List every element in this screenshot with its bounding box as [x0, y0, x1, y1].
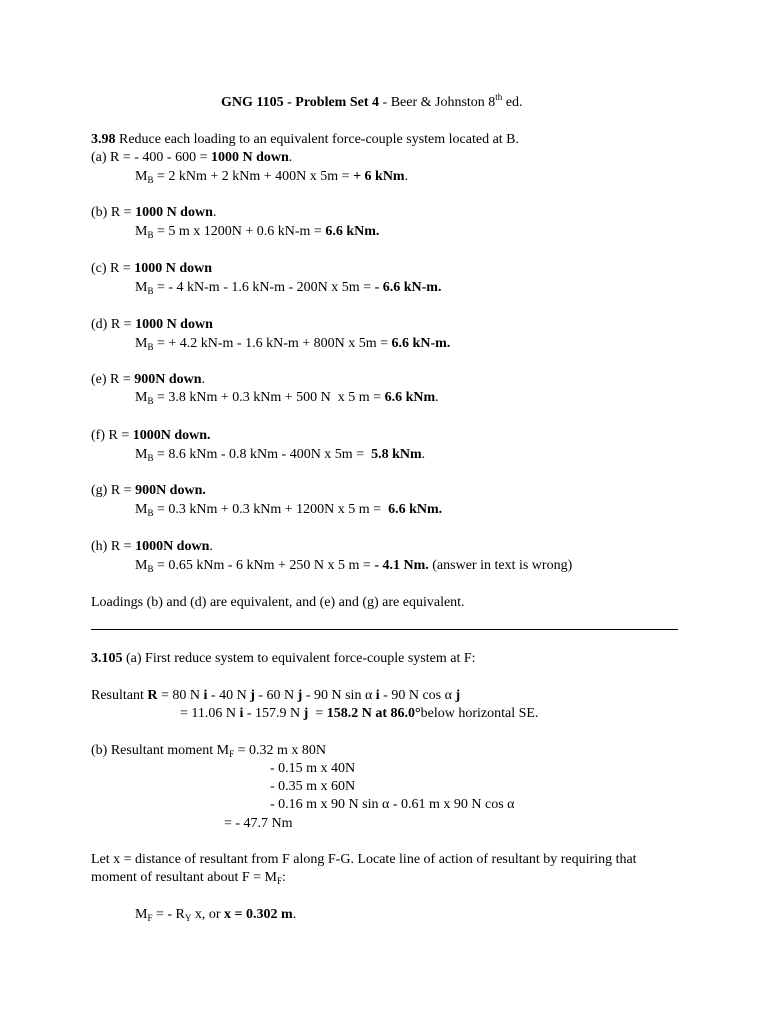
- subscript: B: [147, 175, 154, 185]
- label: (b) Resultant moment M: [91, 743, 230, 758]
- part-label: (b) R =: [91, 205, 136, 220]
- resultant-answer: 1000N down.: [132, 428, 211, 443]
- term: - 157.9 N: [243, 706, 304, 721]
- moment-symbol: M: [135, 502, 148, 517]
- part-d-resultant: [91, 317, 213, 333]
- subscript: B: [147, 396, 154, 406]
- part-c-resultant: [91, 261, 212, 277]
- unit-vector: i: [203, 688, 208, 703]
- part-g-moment: [135, 502, 442, 518]
- resultant-answer: 1000N down: [135, 539, 210, 554]
- moment-answer: - 6.6 kN-m.: [374, 280, 442, 295]
- part-h-moment: [135, 558, 572, 574]
- term: x, or: [191, 907, 225, 922]
- moment-line-2: - 0.15 m x 40N: [270, 761, 356, 776]
- punctuation: .: [209, 539, 213, 554]
- moment-symbol: M: [135, 390, 148, 405]
- vector-symbol: R: [147, 688, 158, 703]
- term: - 40 N: [207, 688, 251, 703]
- subscript: B: [147, 230, 154, 240]
- moment-symbol: M: [135, 169, 148, 184]
- unit-vector: j: [250, 688, 255, 703]
- resultant-answer: 1000 N down: [134, 261, 213, 276]
- unit-vector: i: [375, 688, 380, 703]
- moment-answer: 6.6 kN-m.: [391, 336, 451, 351]
- direction-note: below horizontal SE.: [420, 706, 539, 721]
- term: - 90 N cos α: [379, 688, 456, 703]
- course-title: GNG 1105 - Problem Set 4: [221, 95, 380, 110]
- part-label: (h) R =: [91, 539, 136, 554]
- part-h-resultant: [91, 539, 213, 555]
- punctuation: .: [421, 447, 426, 462]
- part-label: (e) R =: [91, 372, 135, 387]
- part-label: (a) R = - 400 - 600 =: [91, 150, 211, 165]
- moment-equation: = 0.65 kNm - 6 kNm + 250 N x 5 m =: [153, 558, 375, 573]
- unit-vector: j: [455, 688, 461, 703]
- subscript: B: [147, 342, 154, 352]
- subscript: Y: [184, 913, 192, 923]
- moment-answer: 6.6 kNm.: [325, 224, 380, 239]
- punctuation: .: [201, 372, 206, 387]
- part-b-moment: [135, 224, 379, 240]
- term: - 90 N sin α: [302, 688, 376, 703]
- unit-vector: j: [297, 688, 303, 703]
- moment-equation: = 3.8 kNm + 0.3 kNm + 500 N x 5 m =: [153, 390, 385, 405]
- moment-line-3: - 0.35 m x 60N: [270, 779, 356, 794]
- problem-statement: (a) First reduce system to equivalent force-couple system at F:: [122, 651, 476, 666]
- line-of-action-text-2: [91, 870, 286, 886]
- moment-answer: 6.6 kNm.: [388, 502, 443, 517]
- resultant-answer: 158.2 N at 86.0°: [326, 706, 421, 721]
- unit-vector: j: [303, 706, 309, 721]
- punctuation: .: [292, 907, 297, 922]
- part-c-moment: [135, 280, 441, 296]
- resultant-answer: 1000 N down: [211, 150, 289, 165]
- moment-line-4: - 0.16 m x 90 N sin α - 0.61 m x 90 N cos α: [270, 797, 515, 812]
- part-label: (f) R =: [91, 428, 133, 443]
- moment-equation: = + 4.2 kN-m - 1.6 kN-m + 800N x 5m =: [153, 336, 392, 351]
- label: Resultant: [91, 688, 148, 703]
- part-g-resultant: [91, 483, 206, 499]
- resultant-vector-line-1: [91, 688, 460, 704]
- problem-398-heading: [91, 132, 519, 148]
- resultant-answer: 900N down: [134, 372, 202, 387]
- moment-total: = - 47.7 Nm: [224, 816, 293, 831]
- resultant-answer: 1000 N down: [135, 205, 213, 220]
- part-label: (d) R =: [91, 317, 136, 332]
- moment-symbol: M: [135, 280, 148, 295]
- term: - 60 N: [254, 688, 298, 703]
- resultant-answer: 1000 N down: [135, 317, 213, 332]
- subscript: F: [277, 876, 283, 886]
- part-a-resultant: [91, 150, 292, 166]
- part-f-moment: [135, 447, 425, 463]
- term: = 11.06 N: [180, 706, 240, 721]
- section-divider: [91, 629, 678, 630]
- part-a-moment: [135, 169, 408, 185]
- part-f-resultant: [91, 428, 211, 444]
- moment-equation: = 5 m x 1200N + 0.6 kN-m =: [153, 224, 326, 239]
- term: =: [308, 706, 327, 721]
- moment-equation: = 0.3 kNm + 0.3 kNm + 1200N x 5 m =: [153, 502, 389, 517]
- page-title: [221, 92, 523, 111]
- title-separator: -: [379, 95, 391, 110]
- subscript: B: [147, 453, 154, 463]
- equivalence-conclusion: Loadings (b) and (d) are equivalent, and (e) and (g) are equivalent.: [91, 595, 465, 610]
- moment-symbol: M: [135, 224, 148, 239]
- moment-symbol: M: [135, 447, 148, 462]
- term: = - R: [152, 907, 185, 922]
- problem-3105-heading: [91, 651, 476, 667]
- subscript: B: [147, 508, 154, 518]
- punctuation: .: [404, 169, 409, 184]
- unit-vector: i: [239, 706, 244, 721]
- punctuation: :: [282, 870, 286, 885]
- moment-symbol: M: [135, 558, 148, 573]
- subscript: F: [147, 913, 153, 923]
- punctuation: .: [435, 390, 439, 405]
- problem-statement: Reduce each loading to an equivalent force-couple system located at B.: [115, 132, 520, 147]
- moment-answer: 6.6 kNm: [384, 390, 436, 405]
- punctuation: .: [212, 205, 217, 220]
- text: moment of resultant about F = M: [91, 870, 277, 885]
- resultant-vector-line-2: [180, 706, 538, 722]
- part-e-moment: [135, 390, 439, 406]
- part-label: (g) R =: [91, 483, 136, 498]
- subscript: B: [147, 286, 154, 296]
- moment-answer: + 6 kNm: [353, 169, 405, 184]
- textbook-ref: Beer & Johnston 8: [390, 95, 496, 110]
- moment-symbol: M: [135, 907, 148, 922]
- part-e-resultant: [91, 372, 205, 388]
- moment-equation: = 2 kNm + 2 kNm + 400N x 5m =: [153, 169, 354, 184]
- subscript: B: [147, 564, 154, 574]
- part-b-resultant: [91, 205, 216, 221]
- line-of-action-text-1: Let x = distance of resultant from F along F-G. Locate line of action of resultant by requiring that: [91, 852, 637, 867]
- moment-symbol: M: [135, 336, 148, 351]
- moment-answer: - 4.1 Nm.: [374, 558, 429, 573]
- final-answer: x = 0.302 m: [224, 907, 293, 922]
- term: = 80 N: [157, 688, 204, 703]
- moment-line-1: [91, 743, 326, 759]
- moment-answer: 5.8 kNm: [371, 447, 422, 462]
- answer-note: (answer in text is wrong): [428, 558, 573, 573]
- part-d-moment: [135, 336, 450, 352]
- resultant-answer: 900N down.: [135, 483, 206, 498]
- edition-superscript: th: [495, 92, 503, 102]
- subscript: F: [229, 749, 235, 759]
- moment-equation: = 8.6 kNm - 0.8 kNm - 400N x 5m =: [153, 447, 372, 462]
- part-label: (c) R =: [91, 261, 135, 276]
- moment-equation: = - 4 kN-m - 1.6 kN-m - 200N x 5m =: [153, 280, 375, 295]
- problem-number: 3.98: [91, 132, 116, 147]
- edition-label: ed.: [502, 95, 523, 110]
- problem-number: 3.105: [91, 651, 123, 666]
- term: = 0.32 m x 80N: [234, 743, 326, 758]
- punctuation: .: [288, 150, 293, 165]
- final-answer-line: [135, 907, 296, 923]
